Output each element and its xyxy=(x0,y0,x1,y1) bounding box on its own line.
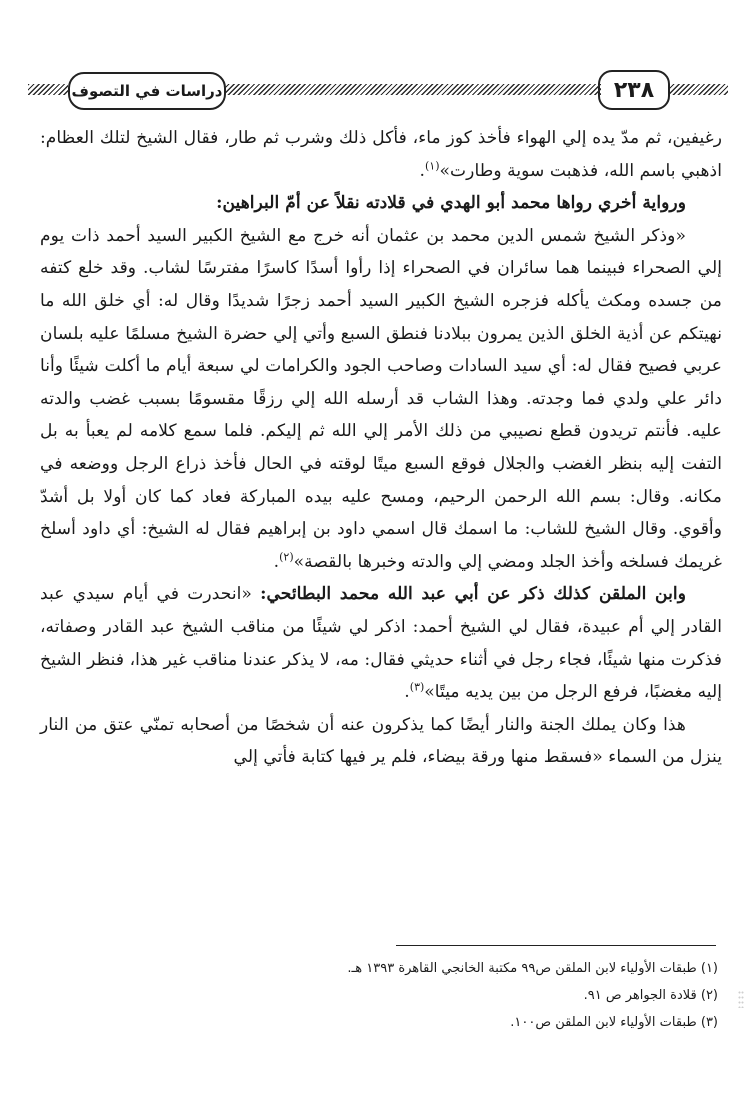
body-text xyxy=(40,122,722,774)
paragraph-4: وابن الملقن كذلك ذكر عن أبي عبد الله محمد البطائحي: «انحدرت في أيام سيدي عبد القادر إلي أم عبيدة، فقال لي الشيخ أحمد: اذكر لي شيئًا من مناقب الشيخ عبد القادر وصفاته، فذكرت منها شيئًا، فجاء رجل في أثناء حديثي فقال: مه، لا يذكر عندنا مناقب غير هذا، فنظر الشيخ إليه مغضبًا، فرفع الرجل من بين يديه ميتًا»$^{(٣)}$. xyxy=(40,584,722,703)
paragraph-2: ورواية أخري رواها محمد أبو الهدي في قلادته نقلاً عن أمّ البراهين: xyxy=(216,193,686,214)
page-header xyxy=(28,70,728,114)
footnote-ref-3: (٣) xyxy=(409,680,425,694)
scan-speck xyxy=(738,990,744,1008)
paragraph-5: هذا وكان يملك الجنة والنار أيضًا كما يذكرون عنه أن شخصًا من أصحابه تمنّي عتق من النار ينزل من السماء «فسقط منها ورقة بيضاء، فلم ير فيها كتابة فأتي إلي xyxy=(40,714,722,768)
footnote-ref-1: (١) xyxy=(424,158,440,172)
footnote-ref-2: (٢) xyxy=(279,549,294,563)
footnotes xyxy=(118,955,718,1036)
header-ornament-middle xyxy=(223,84,601,95)
paragraph-3-text: «وذكر الشيخ شمس الدين محمد بن عثمان أنه خرج مع الشيخ الكبير السيد أحمد ذات يوم إلي الصحراء فبينما هما سائران في الصحراء إذا رأوا أسدًا كاسرًا مفترسًا لشاب. وقد خلع كتفه من جسده ومكث يأكله فزجره الشيخ الكبير السيد أحمد زجرًا شديدًا وقال له: أي خلق الله ما نهيتكم عن أذية الخلق الذين يمرون ببلادنا فنطق السبع وأتي إلي حضرة الشيخ مسلمًا عليه بلسان عربي فصيح فقال له: أي سيد السادات وصاحب الجود والكرامات لي سبعة أيام ما أكلت شيئًا وأنا دائر علي ولدي فما وجدته. وهذا الشاب قد أرسله الله إلي رزقًا مقسومًا بسبب غضب والدته عليه. فأنتم تريدون قطع نصيبي من ذلك الأمر إلي الله ثم إليكم. فلما سمع كلامه لم يعبأ به بل التفت إليه بنظر الغضب والجلال فوقع السبع ميتًا لوقته في الحال فأخذ ذراع الرجل ووضعه في مكانه. وقال: بسم الله الرحمن الرحيم، ومسح عليه بيده المباركة فعاد كما كان أولا بل أشدّ وأقوي. وقال الشيخ للشاب: ما اسمك قال اسمي داود بن إبراهيم فقال له الشيخ: أي داود أسلخ غريمك فسلخه وأخذ الجلد ومضي إلي والدته وخبرها بالقصة» xyxy=(40,225,722,572)
footnote-2: (٢) قلادة الجواهر ص ٩١. xyxy=(583,988,718,1003)
footnote-divider xyxy=(396,945,716,946)
paragraph-1: رغيفين، ثم مدّ يده إلي الهواء فأخذ كوز ماء، فأكل ذلك وشرب ثم طار، فقال الشيخ لتلك العظام: اذهبي باسم الله، فذهبت سوية وطارت»$^{(١)}$. xyxy=(40,128,722,181)
paragraph-1-text: رغيفين، ثم مدّ يده إلي الهواء فأخذ كوز ماء، فأكل ذلك وشرب ثم طار، فقال الشيخ لتلك العظام: اذهبي باسم الله، فذهبت سوية وطارت» xyxy=(40,128,722,181)
header-ornament-left xyxy=(28,84,68,95)
footnote-3: (٣) طبقات الأولياء لابن الملقن ص١٠٠. xyxy=(510,1015,718,1030)
header-ornament-right xyxy=(668,84,728,95)
paragraph-3: «وذكر الشيخ شمس الدين محمد بن عثمان أنه خرج مع الشيخ الكبير السيد أحمد ذات يوم إلي الصحراء فبينما هما سائران في الصحراء إذا رأوا أسدًا كاسرًا مفترسًا لشاب. وقد خلع كتفه من جسده ومكث يأكله فزجره الشيخ الكبير السيد أحمد زجرًا شديدًا وقال له: أي خلق الله ما نهيتكم عن أذية الخلق الذين يمرون ببلادنا فنطق السبع وأتي إلي حضرة الشيخ مسلمًا عليه بلسان عربي فصيح فقال له: أي سيد السادات وصاحب الجود والكرامات لي سبعة أيام ما أكلت شيئًا وأنا دائر علي ولدي فما وجدته. وهذا الشاب قد أرسله الله إلي رزقًا مقسومًا بسبب غضب والدته عليه. فأنتم تريدون قطع نصيبي من ذلك الأمر إلي الله ثم إليكم. فلما سمع كلامه لم يعبأ به بل التفت إليه بنظر الغضب والجلال فوقع السبع ميتًا لوقته في الحال فأخذ ذراع الرجل ووضعه في مكانه. وقال: بسم الله الرحمن الرحيم، ومسح عليه بيده المباركة فعاد كما كان أولا بل أشدّ وأقوي. وقال الشيخ للشاب: ما اسمك قال اسمي داود بن إبراهيم فقال له الشيخ: أي داود أسلخ غريمك فسلخه وأخذ الجلد ومضي إلي والدته وخبرها بالقصة»$^{(٢)}$. xyxy=(40,225,722,572)
paragraph-4-text: «انحدرت في أيام سيدي عبد القادر إلي أم عبيدة، فقال لي الشيخ أحمد: اذكر لي شيئًا من مناقب الشيخ عبد القادر وصفاته، فذكرت منها شيئًا، فجاء رجل في أثناء حديثي فقال: مه، لا يذكر عندنا مناقب غير هذا، فنظر الشيخ إليه مغضبًا، فرفع الرجل من بين يديه ميتًا» xyxy=(40,584,722,703)
running-title: دراسات في التصوف xyxy=(68,72,226,110)
paragraph-4-lead: وابن الملقن كذلك ذكر عن أبي عبد الله محمد البطائحي: xyxy=(260,584,687,605)
page-number: ٢٣٨ xyxy=(598,70,670,110)
footnote-1: (١) طبقات الأولياء لابن الملقن ص٩٩ مكتبة الخانجي القاهرة ١٣٩٣ هـ. xyxy=(347,961,718,976)
